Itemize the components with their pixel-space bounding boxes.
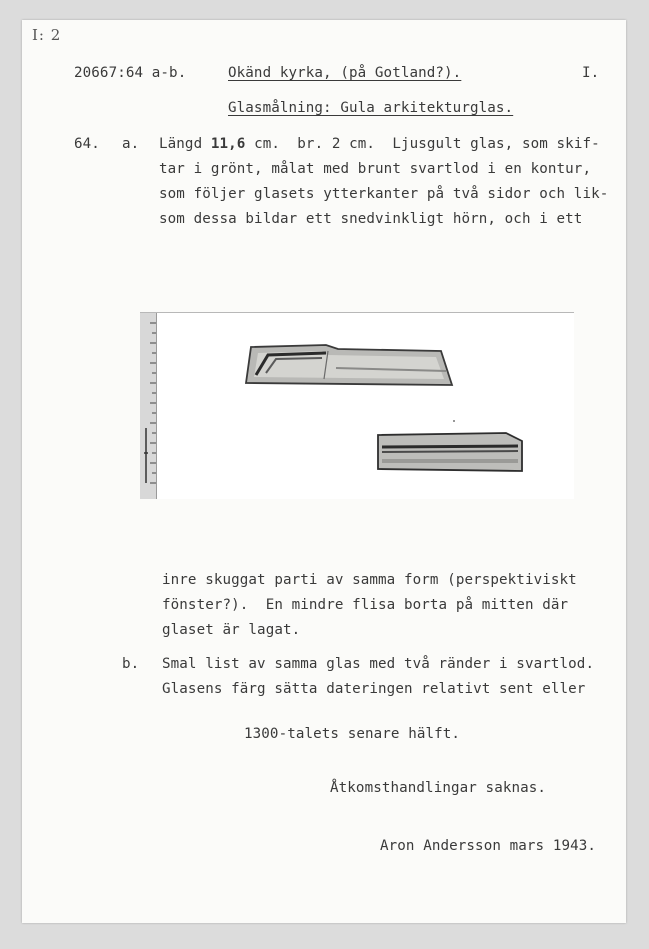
catalog-number: 20667:64 a-b.: [74, 65, 187, 81]
item-a-line-1: Längd 11,6 cm. br. 2 cm. Ljusgult glas, som skif-: [159, 136, 600, 152]
church-name: Okänd kyrka, (på Gotland?).: [228, 65, 462, 81]
item-b-line-1: Smal list av samma glas med två ränder i svartlod.: [162, 656, 595, 672]
scale-ruler: [140, 313, 157, 499]
handwritten-mark: I: 2: [32, 26, 62, 44]
continuation-line-2: fönster?). En mindre flisa borta på mitten där: [162, 597, 569, 613]
item-a-line-4: som dessa bildar ett snedvinkligt hörn, och i ett: [159, 211, 583, 227]
subject-heading: Glasmålning: Gula arkitekturglas.: [228, 100, 514, 116]
dating-text: 1300-talets senare hälft.: [244, 726, 461, 742]
item-a-line-2: tar i grönt, målat med brunt svartlod i en kontur,: [159, 161, 592, 177]
item-a-letter: a.: [122, 136, 140, 152]
item-b-letter: b.: [122, 656, 140, 672]
glass-fragments-photo: [140, 312, 574, 499]
continuation-line-3: glaset är lagat.: [162, 622, 301, 638]
roman-numeral: I.: [582, 65, 600, 81]
author-signature: Aron Andersson mars 1943.: [380, 838, 597, 854]
continuation-line-1: inre skuggat parti av samma form (perspektiviskt: [162, 572, 577, 588]
item-a-line-3: som följer glasets ytterkanter på två sidor och lik-: [159, 186, 609, 202]
item-number: 64.: [74, 136, 100, 152]
catalog-card: [22, 20, 626, 923]
item-b-line-2: Glasens färg sätta dateringen relativt sent eller: [162, 681, 586, 697]
acquisition-note: Åtkomsthandlingar saknas.: [330, 780, 547, 796]
